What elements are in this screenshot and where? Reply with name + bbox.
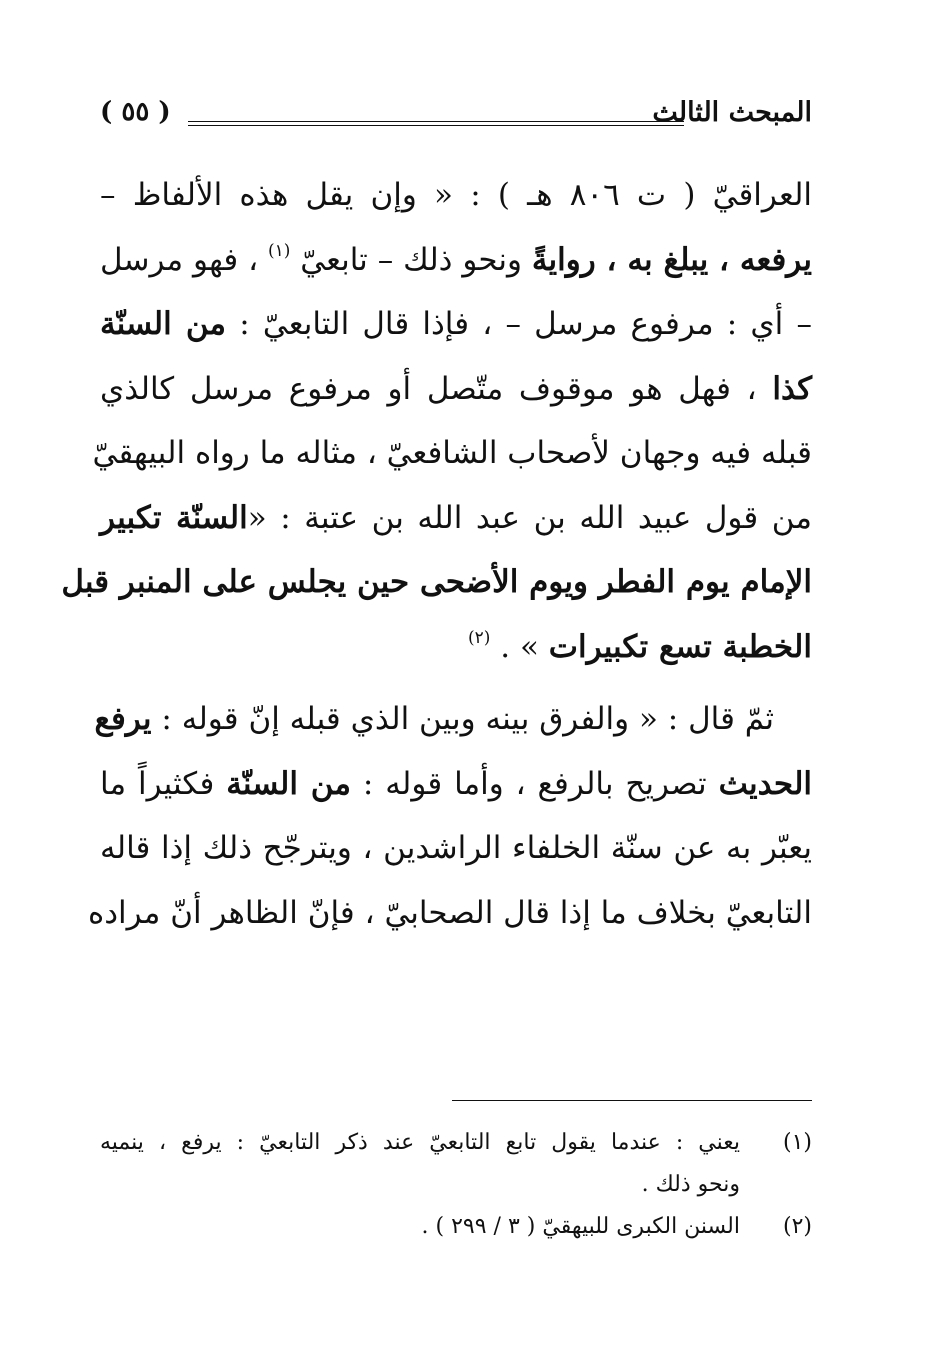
header-rule xyxy=(188,121,684,122)
text-line-3: – أي : مرفوع مرسل – ، فإذا قال التابعيّ : من السنّة xyxy=(100,306,813,342)
text-line-5: قبله فيه وجهان لأصحاب الشافعيّ ، مثاله ما رواه البيهقيّ xyxy=(92,435,812,471)
text-line-7 xyxy=(61,550,812,615)
text-line-10: الحديث تصريح بالرفع ، وأما قوله : من السنّة فكثيراً ما xyxy=(100,765,813,802)
bold-phrase: من السنّة xyxy=(226,765,351,802)
text-line-11: يعبّر به عن سنّة الخلفاء الراشدين ، ويترجّح ذلك إذا قاله xyxy=(100,830,812,866)
footnote-1 xyxy=(100,1122,812,1206)
bold-phrase: من السنّة xyxy=(100,306,227,342)
bold-phrase: الإمام يوم الفطر ويوم الأضحى حين يجلس على المنبر قبل xyxy=(61,564,812,600)
footnote-number: (٢) xyxy=(782,1214,812,1239)
text-line-2: يرفعه ، يبلغ به ، روايةً ونحو ذلك – تابعيّ $^{(١)}$ ، فهو مرسل xyxy=(100,240,812,278)
footnote-text: السنن الكبرى للبيهقيّ ( ٣ / ٢٩٩ ) . xyxy=(421,1214,740,1239)
text-line-8: الخطبة تسع تكبيرات » . $^{(٢)}$ xyxy=(467,627,812,665)
bold-phrase: كذا xyxy=(772,370,812,407)
footnote-ref-1: (١) xyxy=(267,240,291,261)
footnote-separator xyxy=(452,1100,812,1101)
footnote-text: يعني : عندما يقول تابع التابعيّ عند ذكر التابعيّ : يرفع ، ينميه xyxy=(100,1130,740,1155)
bold-phrase: الحديث xyxy=(718,765,813,802)
footnote-2 xyxy=(100,1206,812,1248)
text-line-12: التابعيّ بخلاف ما إذا قال الصحابيّ ، فإنّ الظاهر أنّ مراده xyxy=(88,894,812,931)
footnote-text: ونحو ذلك . xyxy=(641,1172,740,1197)
main-text xyxy=(61,163,813,945)
running-header xyxy=(100,95,812,143)
chapter-title: المبحث الثالث xyxy=(652,97,812,128)
header-rule-second xyxy=(188,125,684,126)
page-number: ( ٥٥ ) xyxy=(100,97,171,127)
footnote-ref-2: (٢) xyxy=(467,627,491,648)
footnotes xyxy=(100,1122,812,1248)
bold-phrase: الخطبة تسع تكبيرات xyxy=(548,628,812,665)
footnote-number: (١) xyxy=(782,1130,812,1155)
text-line-4: كذا ، فهل هو موقوف متّصل أو مرفوع مرسل كالذي xyxy=(100,370,812,407)
bold-phrase: يرفع xyxy=(94,701,152,737)
text-line-9: ثمّ قال : « والفرق بينه وبين الذي قبله إنّ قوله : يرفع xyxy=(94,701,774,737)
bold-phrase: يرفعه ، يبلغ به ، روايةً xyxy=(531,241,812,278)
bold-phrase: السنّة تكبير xyxy=(100,499,248,536)
text-line-1: العراقيّ ( ت ٨٠٦ هـ ) : « وإن يقل هذه الألفاظ – xyxy=(100,177,813,213)
text-line-6: من قول عبيد الله بن عبد الله بن عتبة : «السنّة تكبير xyxy=(100,499,812,536)
